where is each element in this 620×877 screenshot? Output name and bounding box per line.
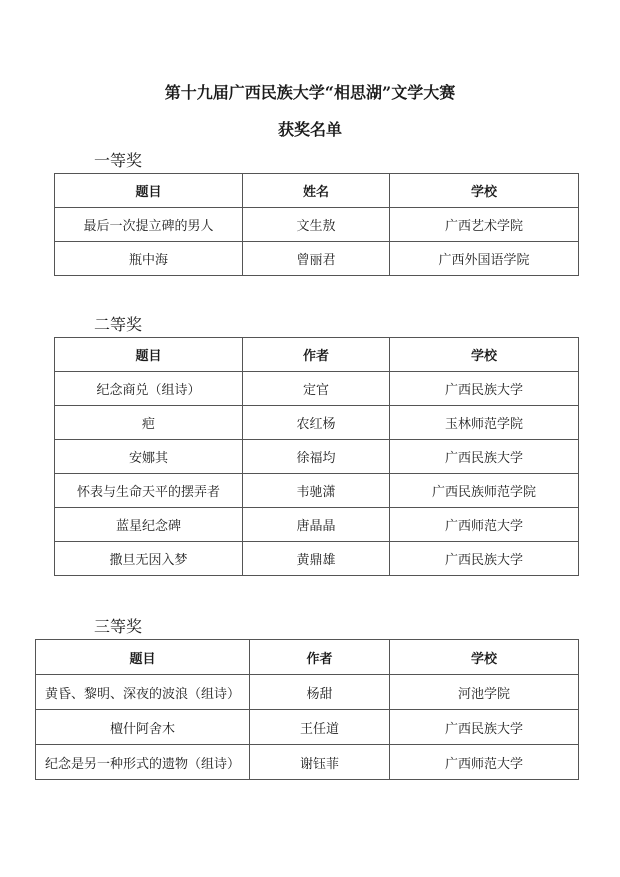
column-header: 作者 [250,640,390,675]
title-cell: 疤 [55,406,243,440]
title-cell: 瓶中海 [55,242,243,276]
second-prize-heading: 二等奖 [94,315,143,334]
table-row [36,745,579,780]
column-header: 姓名 [243,174,390,208]
school-cell: 广西民族大学 [390,710,579,745]
table-header-row [55,174,579,208]
author-cell: 韦驰潇 [243,474,390,508]
table-row [55,208,579,242]
school-cell: 广西民族大学 [390,542,579,576]
author-cell: 农红杨 [243,406,390,440]
first-prize-heading: 一等奖 [94,151,143,170]
school-cell: 广西艺术学院 [390,208,579,242]
title-cell: 安娜其 [55,440,243,474]
table-header-row [36,640,579,675]
table-row [55,372,579,406]
title-cell: 蓝星纪念碑 [55,508,243,542]
title-cell: 最后一次提立碑的男人 [55,208,243,242]
school-cell: 玉林师范学院 [390,406,579,440]
column-header: 学校 [390,338,579,372]
title-cell: 纪念是另一种形式的遗物（组诗） [36,745,250,780]
document-title: 第十九届广西民族大学“相思湖”文学大赛 [164,83,456,102]
column-header: 学校 [390,174,579,208]
second-prize-table [54,337,579,576]
table-row [55,542,579,576]
author-cell: 黄鼎雄 [243,542,390,576]
school-cell: 广西师范大学 [390,508,579,542]
author-cell: 唐晶晶 [243,508,390,542]
third-prize-heading: 三等奖 [94,617,143,636]
table-header-row [55,338,579,372]
title-cell: 怀表与生命天平的摆弄者 [55,474,243,508]
school-cell: 河池学院 [390,675,579,710]
school-cell: 广西外国语学院 [390,242,579,276]
table-row [55,440,579,474]
column-header: 题目 [36,640,250,675]
first-prize-table [54,173,579,276]
school-cell: 广西民族师范学院 [390,474,579,508]
name-cell: 曾丽君 [243,242,390,276]
author-cell: 徐福均 [243,440,390,474]
table-row [55,474,579,508]
school-cell: 广西师范大学 [390,745,579,780]
table-row [36,675,579,710]
column-header: 作者 [243,338,390,372]
school-cell: 广西民族大学 [390,440,579,474]
title-cell: 纪念商兑（组诗） [55,372,243,406]
column-header: 题目 [55,174,243,208]
document-subtitle: 获奖名单 [277,120,342,139]
column-header: 题目 [55,338,243,372]
column-header: 学校 [390,640,579,675]
author-cell: 谢钰菲 [250,745,390,780]
school-cell: 广西民族大学 [390,372,579,406]
table-row [55,508,579,542]
table-row [55,242,579,276]
third-prize-table [35,639,579,780]
title-cell: 撒旦无因入梦 [55,542,243,576]
author-cell: 王任道 [250,710,390,745]
title-cell: 黄昏、黎明、深夜的波浪（组诗） [36,675,250,710]
name-cell: 文生敖 [243,208,390,242]
title-cell: 檀什阿舍木 [36,710,250,745]
table-row [55,406,579,440]
table-row [36,710,579,745]
author-cell: 定官 [243,372,390,406]
author-cell: 杨甜 [250,675,390,710]
